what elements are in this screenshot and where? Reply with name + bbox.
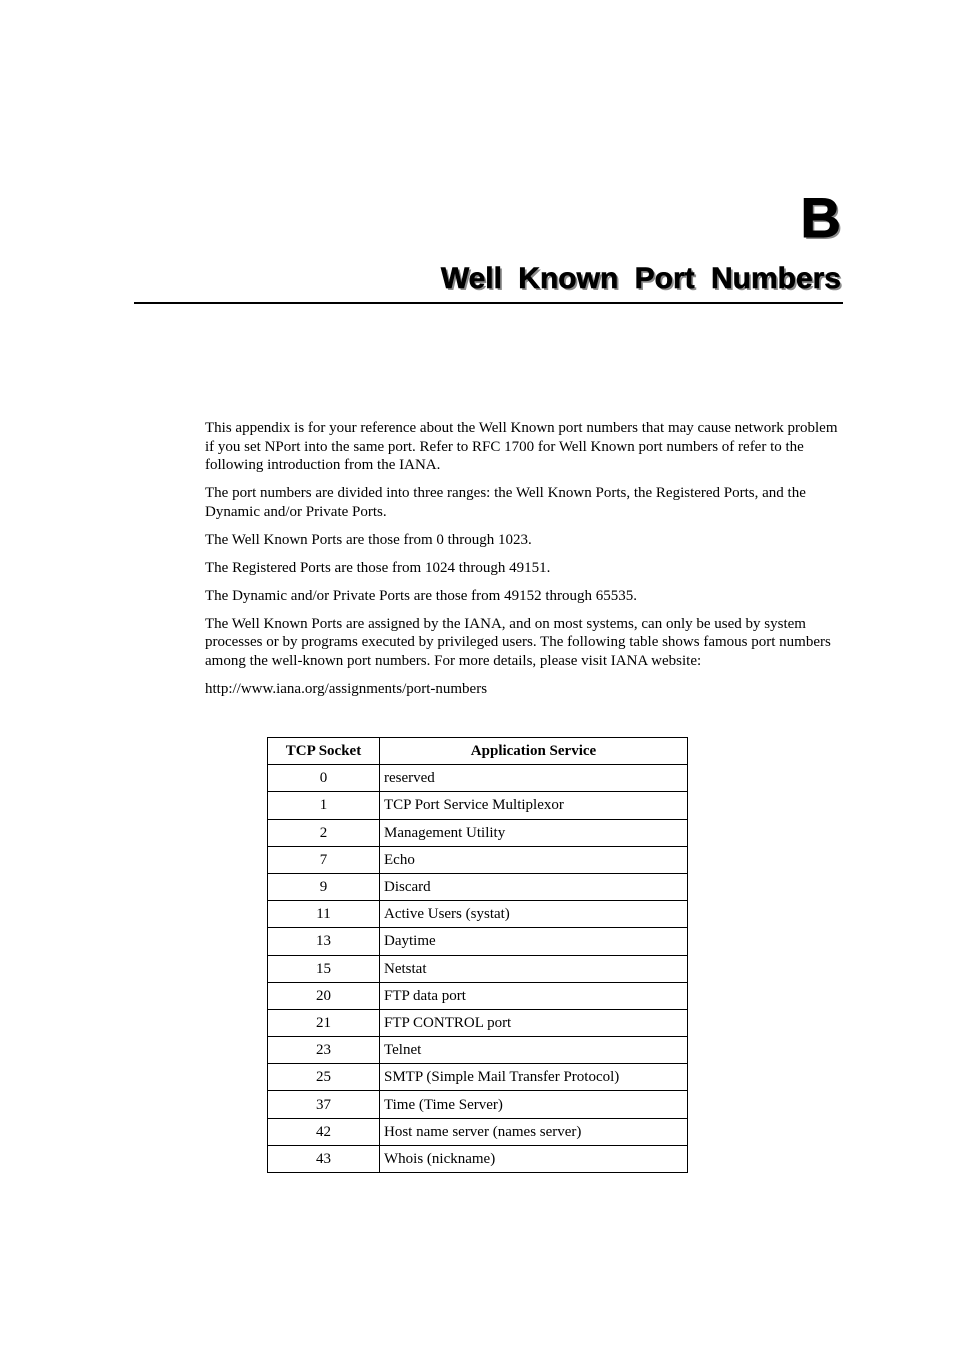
service-name: Discard (380, 873, 688, 900)
title-divider (134, 302, 843, 304)
registered-range-paragraph: The Registered Ports are those from 1024 through 49151. (205, 559, 551, 576)
service-name: Time (Time Server) (380, 1091, 688, 1118)
port-number: 37 (268, 1091, 380, 1118)
table-row (268, 1091, 688, 1118)
chapter-letter: B (800, 186, 841, 249)
intro-paragraph: This appendix is for your reference about the Well Known port numbers that may cause network problem if you set NPort into the same port. Refer to RFC 1700 for Well Known port numbers of refer to the following introduction from the IANA. (205, 420, 838, 473)
service-name: FTP data port (380, 982, 688, 1009)
table-row (268, 846, 688, 873)
dynamic-range-paragraph: The Dynamic and/or Private Ports are those from 49152 through 65535. (205, 587, 637, 604)
port-number: 20 (268, 982, 380, 1009)
table-row (268, 955, 688, 982)
service-name: Echo (380, 846, 688, 873)
port-number: 42 (268, 1118, 380, 1145)
table-row (268, 1064, 688, 1091)
port-number: 25 (268, 1064, 380, 1091)
well-known-range-paragraph: The Well Known Ports are those from 0 through 1023. (205, 531, 532, 548)
table-row (268, 1118, 688, 1145)
service-name: TCP Port Service Multiplexor (380, 792, 688, 819)
service-name: Netstat (380, 955, 688, 982)
service-name: Whois (nickname) (380, 1145, 688, 1172)
table-row (268, 765, 688, 792)
port-number: 11 (268, 901, 380, 928)
table-row (268, 1145, 688, 1172)
ranges-paragraph: The port numbers are divided into three ranges: the Well Known Ports, the Registered Ports, and the Dynamic and/or Private Ports. (205, 485, 806, 520)
column-header-tcp-socket: TCP Socket (268, 738, 380, 765)
service-name: Telnet (380, 1037, 688, 1064)
service-name: FTP CONTROL port (380, 1009, 688, 1036)
table-row (268, 1037, 688, 1064)
service-name: Daytime (380, 928, 688, 955)
table-row (268, 901, 688, 928)
port-number: 15 (268, 955, 380, 982)
port-number: 1 (268, 792, 380, 819)
port-number: 9 (268, 873, 380, 900)
body-text (205, 419, 841, 708)
table-row (268, 928, 688, 955)
port-number: 43 (268, 1145, 380, 1172)
port-table (267, 737, 688, 1173)
table-row (268, 1009, 688, 1036)
assignment-paragraph: The Well Known Ports are assigned by the IANA, and on most systems, can only be used by system processes or by programs executed by privileged users. The following table shows famous port numbers among the well-known port numbers. For more details, please visit IANA website: (205, 615, 831, 669)
iana-url: http://www.iana.org/assignments/port-numbers (205, 680, 488, 697)
service-name: Host name server (names server) (380, 1118, 688, 1145)
port-number: 21 (268, 1009, 380, 1036)
service-name: SMTP (Simple Mail Transfer Protocol) (380, 1064, 688, 1091)
port-number: 2 (268, 819, 380, 846)
service-name: reserved (380, 765, 688, 792)
table-row (268, 873, 688, 900)
service-name: Active Users (systat) (380, 901, 688, 928)
table-row (268, 982, 688, 1009)
table-row (268, 819, 688, 846)
column-header-application-service: Application Service (380, 738, 688, 765)
port-number: 0 (268, 765, 380, 792)
port-number: 13 (268, 928, 380, 955)
chapter-title: Well Known Port Numbers (440, 262, 841, 295)
service-name: Management Utility (380, 819, 688, 846)
port-number: 7 (268, 846, 380, 873)
table-header-row (268, 738, 688, 765)
port-number: 23 (268, 1037, 380, 1064)
table-row (268, 792, 688, 819)
